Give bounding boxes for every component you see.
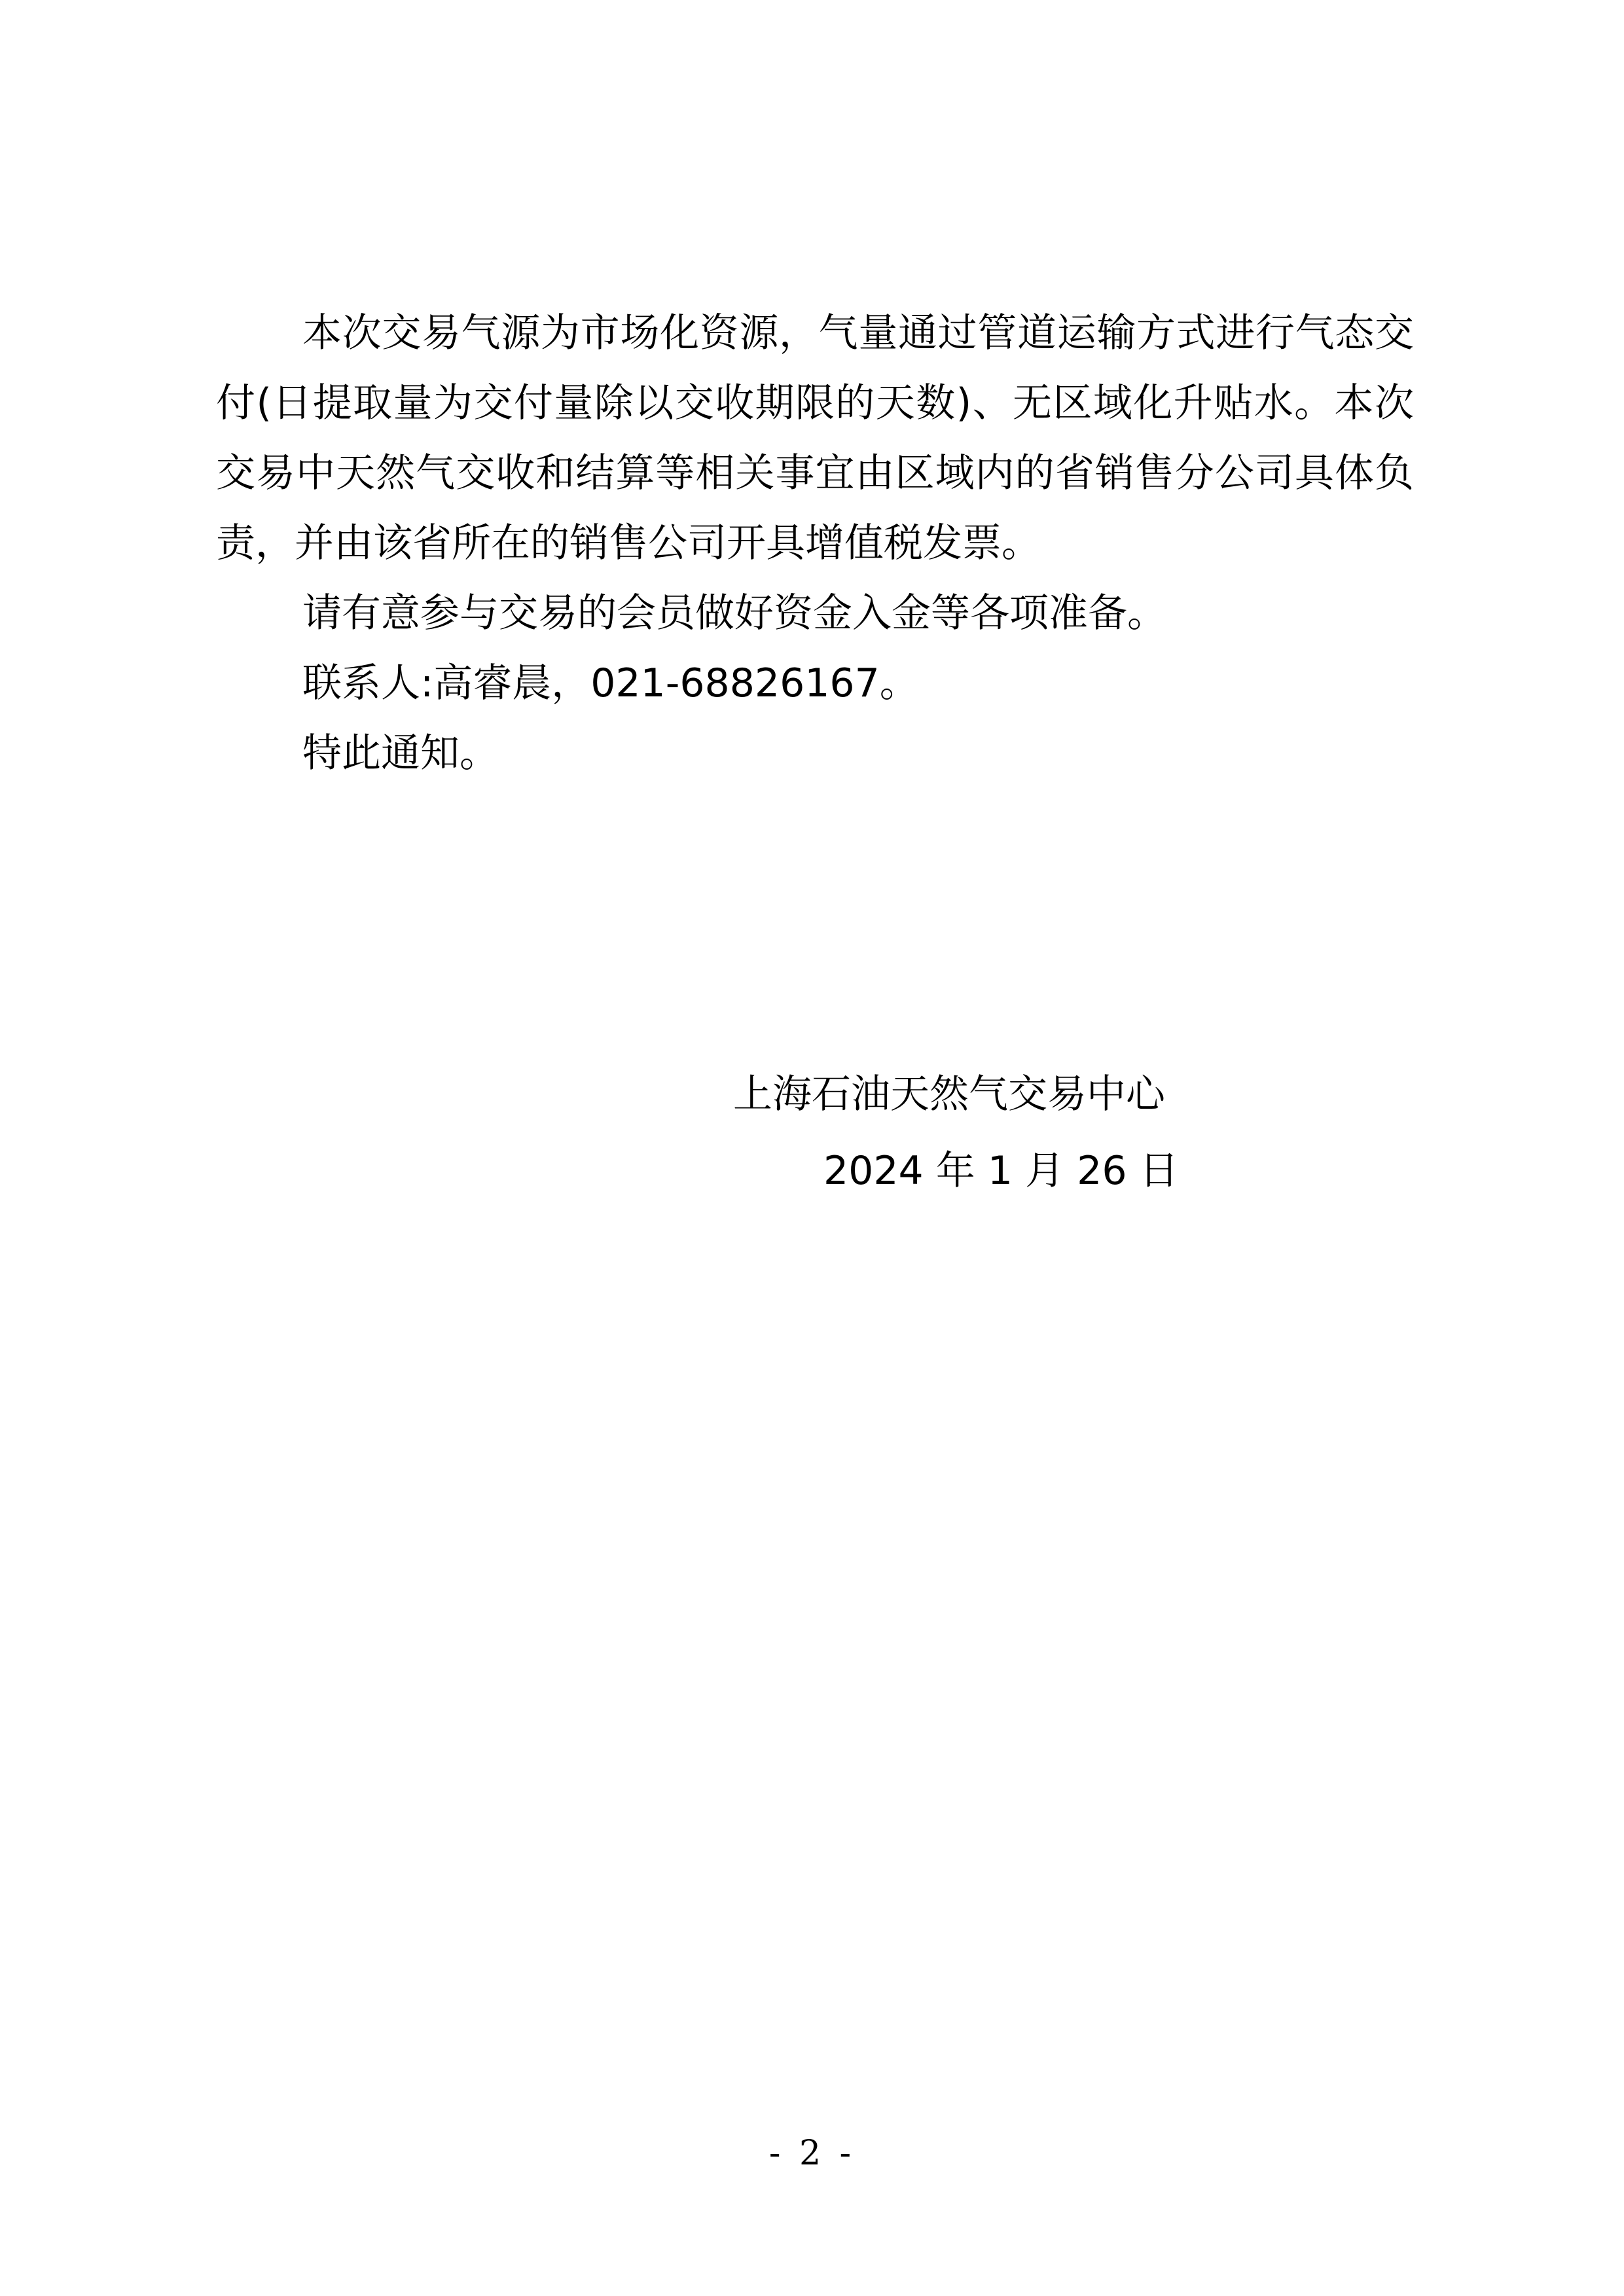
document-body [216,298,1414,789]
paragraph-contact: 联系人:高睿晨，021-68826167。 [302,660,919,706]
paragraph-preparation: 请有意参与交易的会员做好资金入金等各项准备。 [302,590,1166,636]
signature-date: 2024 年 1 月 26 日 [823,1148,1179,1194]
signature-block [733,1056,1257,1210]
page-number: - 2 - [768,2134,856,2173]
paragraph-gas-source: 本次交易气源为市场化资源，气量通过管道运输方式进行气态交付(日提取量为交付量除以交收期限的天数)、无区域化升贴水。本次交易中天然气交收和结算等相关事宜由区域内的省销售分公司具体负责，并由该省所在的销售公司开具增值税发票。 [216,310,1414,566]
signature-organization: 上海石油天然气交易中心 [733,1071,1165,1117]
paragraph-closing: 特此通知。 [302,730,499,776]
